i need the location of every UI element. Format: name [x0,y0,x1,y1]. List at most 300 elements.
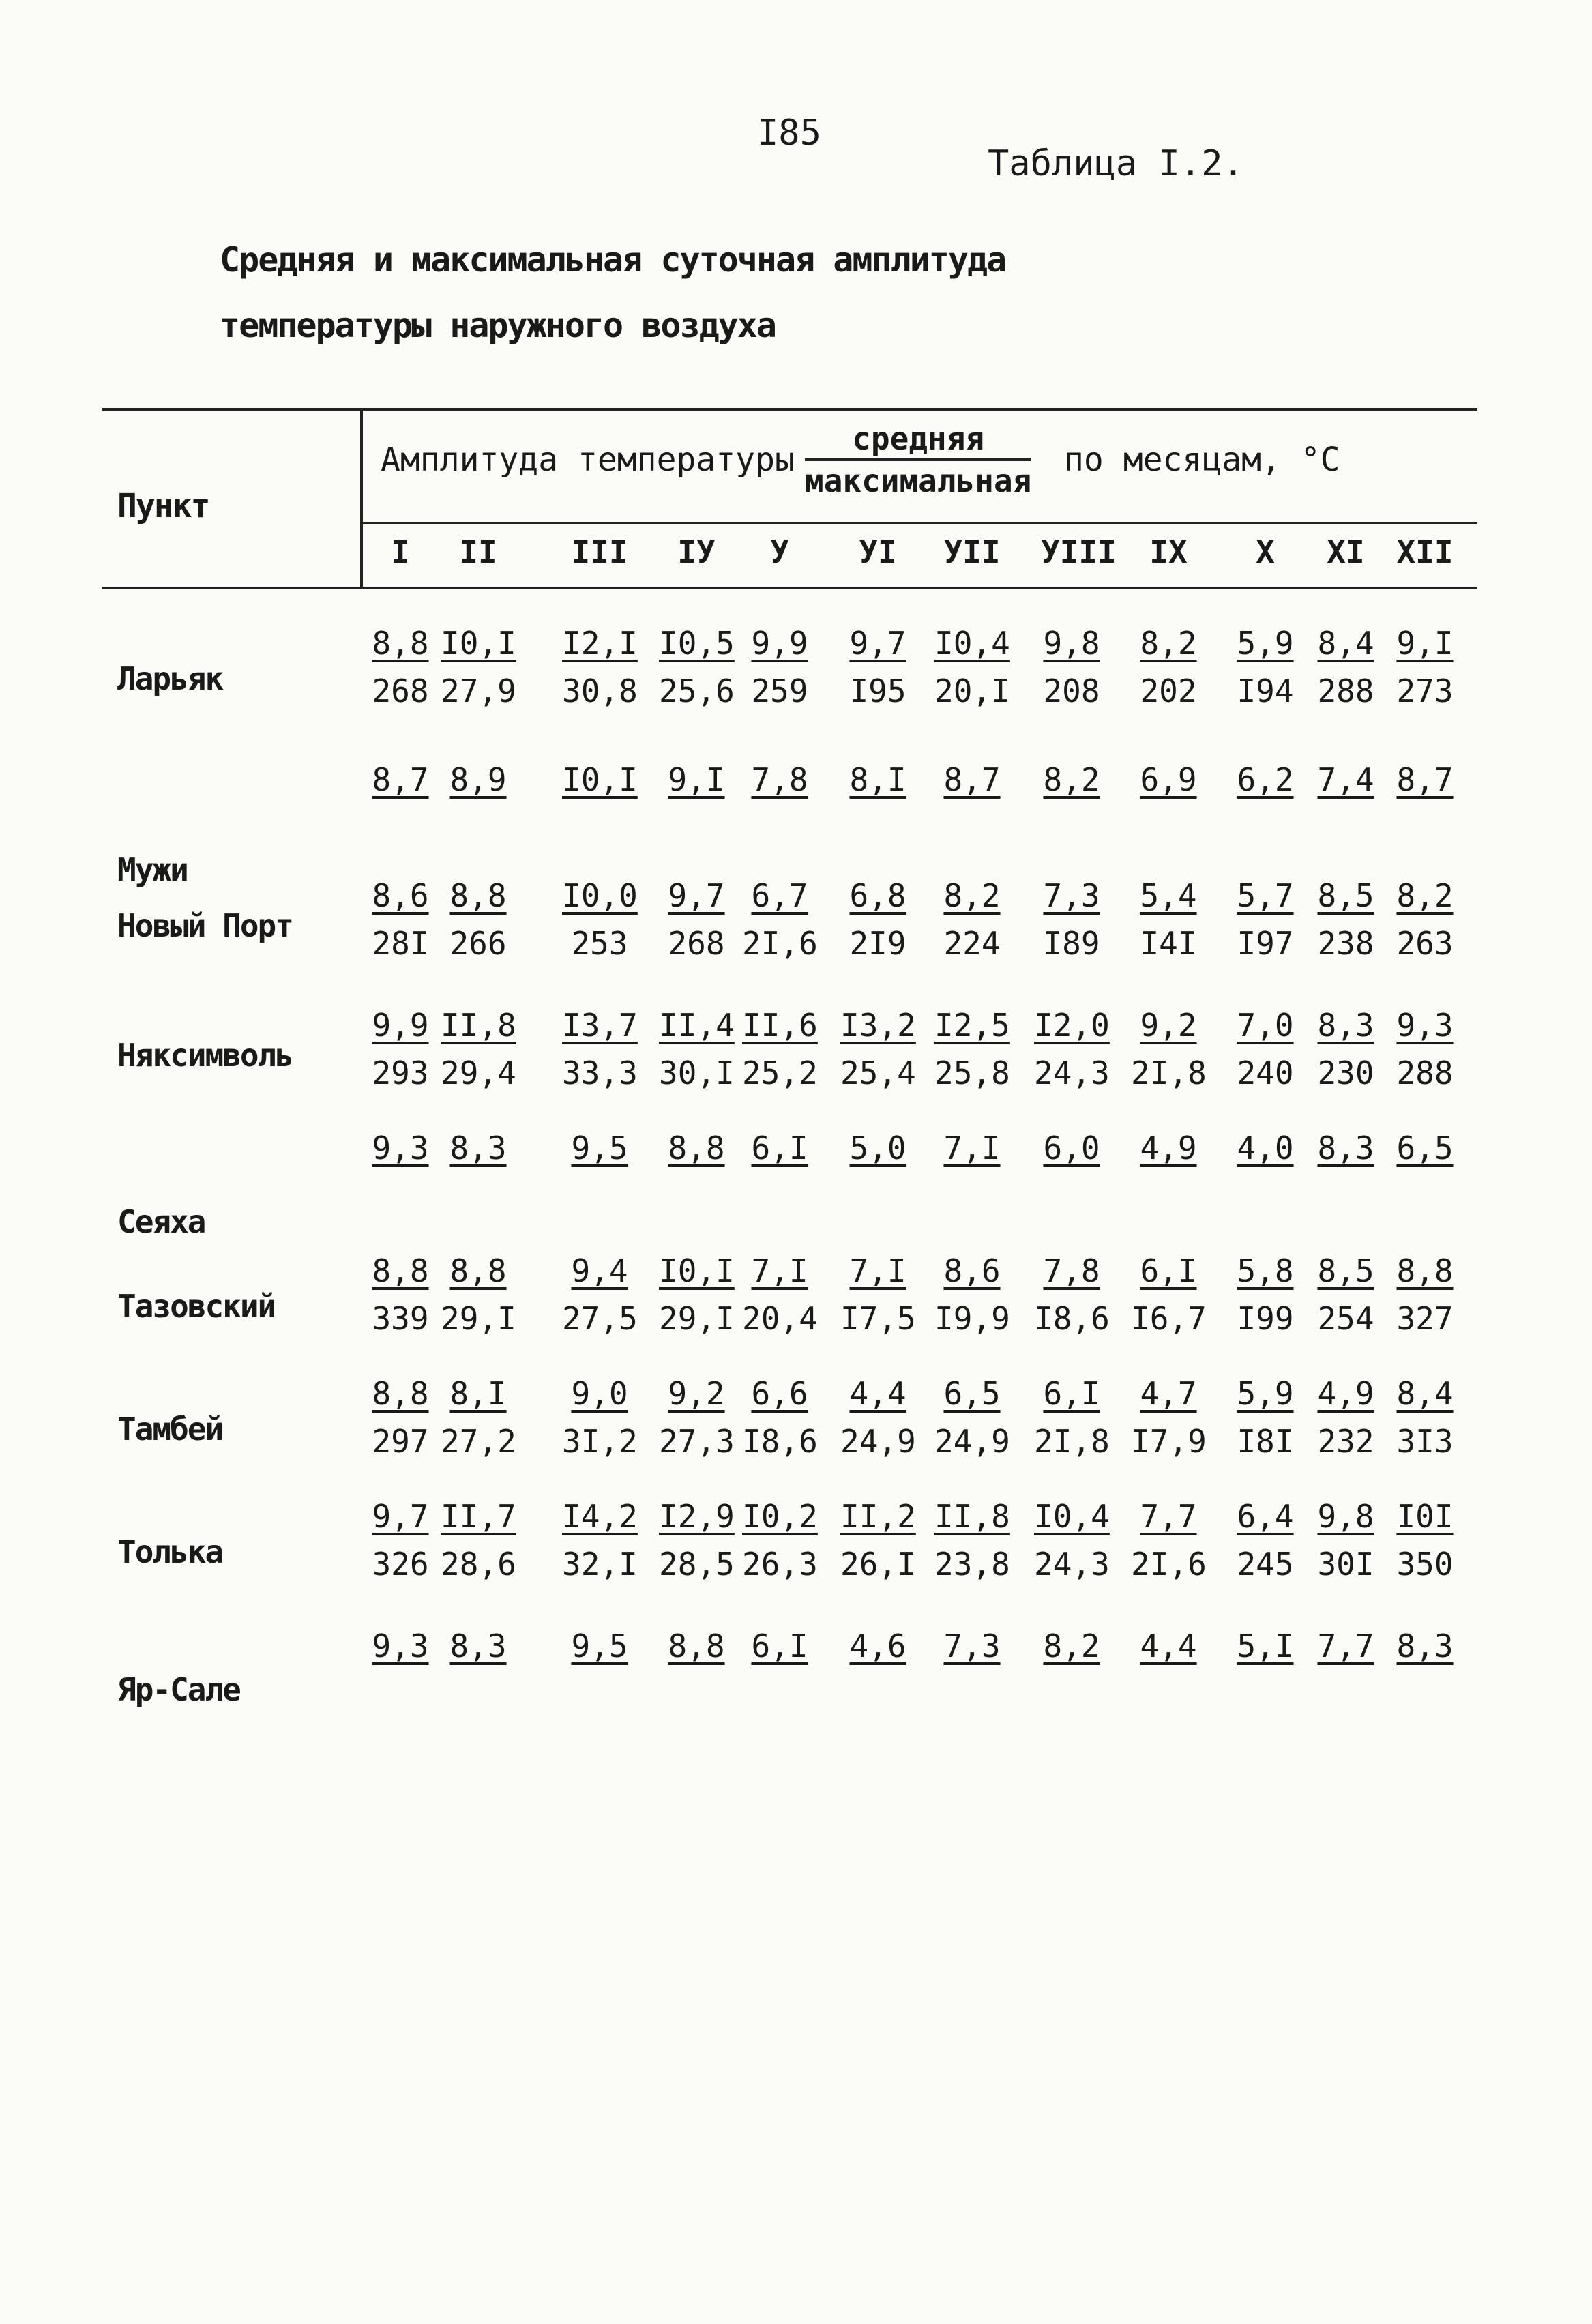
table-cell [1131,761,1206,798]
table-cell [1034,1375,1110,1460]
mean-amplitude: 8,8 [1396,1252,1454,1289]
mean-amplitude: II,8 [934,1498,1010,1535]
max-amplitude: 28I [372,925,429,962]
table-cell [659,1375,735,1460]
table-cell [659,625,735,709]
max-amplitude: 24,3 [1034,1055,1110,1091]
table-cell [840,1375,916,1460]
table-caption-line-2: температуры наружного воздуха [220,306,776,345]
table-cell [1308,1375,1383,1460]
max-amplitude: I89 [1043,925,1100,962]
table-cell [1228,1007,1303,1091]
mean-amplitude: 8,6 [943,1252,1001,1289]
table-cell [363,1252,438,1337]
table-cell [363,1007,438,1091]
max-amplitude: 28,6 [441,1546,516,1583]
table-cell [1387,1375,1462,1460]
table-cell [562,1007,638,1091]
table-cell [742,877,818,962]
table-cell [1228,761,1303,798]
table-cell [1034,1630,1109,1663]
page-number: I85 [757,113,821,153]
mean-amplitude: 8,2 [1043,1628,1100,1664]
mean-amplitude: 9,7 [668,877,725,914]
max-amplitude: 29,I [441,1300,516,1337]
max-amplitude: I99 [1237,1300,1294,1337]
month-header: IX [1149,533,1188,570]
mean-amplitude: 8,4 [1396,1375,1454,1412]
table-cell [1228,1375,1303,1460]
mean-amplitude: 7,8 [1043,1252,1100,1289]
mean-amplitude: 6,6 [751,1375,808,1412]
mean-amplitude: 8,3 [449,1628,507,1664]
max-amplitude: 29,4 [441,1055,516,1091]
max-amplitude: I8,6 [742,1423,818,1460]
mean-amplitude: 6,I [751,1130,808,1166]
table-cell [934,1252,1010,1337]
mean-amplitude: I0,4 [1034,1498,1110,1535]
fraction-denominator: максимальная [805,462,1032,499]
table-cell [441,1630,516,1663]
table-cell [441,1498,516,1583]
table-cell [659,1498,735,1583]
max-amplitude: I9,9 [934,1300,1010,1337]
mean-amplitude: 8,6 [372,877,429,914]
mean-amplitude: 6,I [751,1628,808,1664]
max-amplitude: I97 [1237,925,1294,962]
table-cell [1387,1630,1462,1663]
table-caption-line-1: Средняя и максимальная суточная амплитуда [220,240,1006,280]
mean-amplitude: 8,7 [372,761,429,798]
table-cell [562,1375,638,1460]
max-amplitude: 32,I [562,1546,638,1583]
max-amplitude: 350 [1396,1546,1454,1583]
table-cell [1131,1375,1207,1460]
max-amplitude: 230 [1317,1055,1374,1091]
mean-amplitude: II,8 [441,1007,516,1044]
table-cell [441,625,516,709]
max-amplitude: 2I,6 [1131,1546,1207,1583]
station-name: Няксимволь [117,1037,293,1074]
max-amplitude: 28,5 [659,1546,735,1583]
table-cell [363,1132,438,1165]
month-header: У [770,533,789,570]
max-amplitude: 253 [571,925,628,962]
mean-amplitude: 9,3 [372,1628,429,1664]
mean-amplitude: 8,I [449,1375,507,1412]
table-cell [1034,1007,1110,1091]
mean-amplitude: 9,9 [372,1007,429,1044]
max-amplitude: 30I [1317,1546,1374,1583]
max-amplitude: 23,8 [934,1546,1010,1583]
mean-amplitude: 8,3 [449,1130,507,1166]
station-name: Толька [117,1533,223,1570]
max-amplitude: 20,I [934,673,1010,709]
mean-amplitude: I2,5 [934,1007,1010,1044]
table-cell [363,625,438,709]
mean-amplitude: 9,8 [1043,625,1100,662]
month-header: III [571,533,628,570]
mean-amplitude: 9,7 [849,625,906,662]
max-amplitude: 288 [1396,1055,1454,1091]
max-amplitude: I8I [1237,1423,1294,1460]
table-cell [934,1630,1009,1663]
header-bottom-rule [102,587,1477,589]
max-amplitude: 288 [1317,673,1374,709]
mean-amplitude: 6,7 [751,877,808,914]
month-header: УII [943,533,1001,570]
table-cell [742,761,817,798]
table-cell [659,761,734,798]
max-amplitude: 293 [372,1055,429,1091]
table-cell [363,761,438,798]
mean-amplitude: 5,9 [1237,1375,1294,1412]
mean-amplitude: I0,4 [934,625,1010,662]
table-cell [363,1498,438,1583]
station-name: Тазовский [117,1288,276,1325]
table-cell [1131,625,1206,709]
table-cell [934,625,1010,709]
max-amplitude: I8,6 [1034,1300,1110,1337]
max-amplitude: 3I,2 [562,1423,638,1460]
max-amplitude: 24,9 [840,1423,916,1460]
table-cell [1131,1252,1207,1337]
mean-amplitude: 8,5 [1317,877,1374,914]
table-cell [840,877,915,962]
mean-amplitude: 7,4 [1317,761,1374,798]
mean-amplitude: I0I [1396,1498,1454,1535]
max-amplitude: 25,4 [840,1055,916,1091]
mean-amplitude: 5,8 [1237,1252,1294,1289]
mean-amplitude: II,6 [742,1007,818,1044]
mean-amplitude: 8,8 [372,625,429,662]
month-header: XI [1327,533,1365,570]
max-amplitude: 339 [372,1300,429,1337]
table-cell [934,1132,1009,1165]
mean-amplitude: 7,I [849,1252,906,1289]
table-cell [934,761,1009,798]
mean-amplitude: 4,6 [849,1628,906,1664]
table-cell [441,761,516,798]
table-cell [1308,877,1383,962]
mean-amplitude: 8,2 [943,877,1001,914]
table-label: Таблица I.2. [988,143,1244,184]
max-amplitude: 254 [1317,1300,1374,1337]
mean-amplitude: 8,5 [1317,1252,1374,1289]
table-cell [742,1132,817,1165]
month-header: УIII [1041,533,1117,570]
table-cell [1308,1132,1383,1165]
mean-amplitude: 5,4 [1140,877,1197,914]
table-cell [562,625,638,709]
mean-amplitude: 8,8 [449,877,507,914]
mean-amplitude: I3,2 [840,1007,916,1044]
max-amplitude: 238 [1317,925,1374,962]
max-amplitude: 26,I [840,1546,916,1583]
table-cell [1228,625,1303,709]
mean-amplitude: 9,2 [1140,1007,1197,1044]
mean-amplitude: I0,5 [659,625,735,662]
max-amplitude: 273 [1396,673,1454,709]
table-cell [1308,1252,1383,1337]
mean-amplitude: 4,0 [1237,1130,1294,1166]
mean-amplitude: I0,I [659,1252,735,1289]
table-cell [659,1007,735,1091]
max-amplitude: 2I,8 [1034,1423,1110,1460]
table-cell [1131,1132,1206,1165]
mean-amplitude: 9,5 [571,1130,628,1166]
mean-amplitude: I0,I [562,761,638,798]
table-cell [441,1007,516,1091]
month-header: I [391,533,410,570]
max-amplitude: I6,7 [1131,1300,1207,1337]
table-cell [441,1252,516,1337]
mean-amplitude: 8,2 [1140,625,1197,662]
table-cell [1228,877,1303,962]
mean-amplitude: 6,0 [1043,1130,1100,1166]
mean-amplitude: 8,2 [1043,761,1100,798]
mean-amplitude: II,7 [441,1498,516,1535]
mean-amplitude: 8,7 [1396,761,1454,798]
mean-amplitude: 4,7 [1140,1375,1197,1412]
table-cell [363,877,438,962]
mean-amplitude: I2,I [562,625,638,662]
table-cell [562,1498,638,1583]
table-cell [742,1498,818,1583]
mean-amplitude: 6,I [1043,1375,1100,1412]
max-amplitude: 2I,8 [1131,1055,1207,1091]
table-cell [1387,1252,1462,1337]
table-cell [742,1007,818,1091]
mean-amplitude: 4,4 [1140,1628,1197,1664]
table-cell [1228,1630,1303,1663]
mean-amplitude: 5,9 [1237,625,1294,662]
station-name: Тамбей [117,1411,223,1447]
table-cell [840,1132,915,1165]
mean-amplitude: 8,8 [372,1252,429,1289]
mean-amplitude: 6,4 [1237,1498,1294,1535]
mean-amplitude: 8,8 [372,1375,429,1412]
mean-amplitude: 5,I [1237,1628,1294,1664]
mean-amplitude: 4,9 [1317,1375,1374,1412]
mean-amplitude: 9,0 [571,1375,628,1412]
mean-amplitude: 8,8 [668,1628,725,1664]
table-cell [934,1375,1010,1460]
max-amplitude: I7,5 [840,1300,916,1337]
station-name: Сеяха [117,1203,205,1240]
mean-amplitude: 6,9 [1140,761,1197,798]
mean-amplitude: 6,5 [1396,1130,1454,1166]
max-amplitude: 27,5 [562,1300,638,1337]
mean-amplitude: 7,I [751,1252,808,1289]
table-cell [1034,1252,1110,1337]
month-header: X [1256,533,1275,570]
max-amplitude: 30,I [659,1055,735,1091]
station-name: Яр-Сале [117,1671,240,1708]
mean-amplitude: 8,4 [1317,625,1374,662]
table-cell [562,761,638,798]
table-cell [742,625,817,709]
mean-amplitude: 9,I [1396,625,1454,662]
mean-amplitude: 9,9 [751,625,808,662]
max-amplitude: 245 [1237,1546,1294,1583]
months-rule [360,522,1477,524]
mean-amplitude: 7,3 [1043,877,1100,914]
max-amplitude: 268 [372,673,429,709]
table-cell [1034,1498,1110,1583]
max-amplitude: 20,4 [742,1300,818,1337]
mean-amplitude: I2,0 [1034,1007,1110,1044]
max-amplitude: 27,2 [441,1423,516,1460]
mean-amplitude: 4,9 [1140,1130,1197,1166]
table-cell [1387,877,1462,962]
max-amplitude: I94 [1237,673,1294,709]
table-cell [363,1375,438,1460]
table-cell [659,1252,735,1337]
max-amplitude: 224 [943,925,1001,962]
table-cell [441,1132,516,1165]
max-amplitude: I4I [1140,925,1197,962]
max-amplitude: 26,3 [742,1546,818,1583]
table-cell [840,1007,916,1091]
max-amplitude: 208 [1043,673,1100,709]
max-amplitude: 202 [1140,673,1197,709]
mean-amplitude: 7,7 [1317,1628,1374,1664]
mean-amplitude: 9,3 [372,1130,429,1166]
max-amplitude: 27,9 [441,673,516,709]
mean-amplitude: 7,I [943,1130,1001,1166]
table-cell [1034,877,1109,962]
table-cell [1308,1630,1383,1663]
mean-amplitude: 6,2 [1237,761,1294,798]
mean-amplitude: 4,4 [849,1375,906,1412]
max-amplitude: 240 [1237,1055,1294,1091]
table-cell [659,1132,734,1165]
max-amplitude: 24,9 [934,1423,1010,1460]
max-amplitude: 30,8 [562,673,638,709]
table-cell [1387,761,1462,798]
table-cell [562,1132,637,1165]
mean-amplitude: 8,2 [1396,877,1454,914]
mean-amplitude: 8,9 [449,761,507,798]
max-amplitude: 326 [372,1546,429,1583]
max-amplitude: 259 [751,673,808,709]
table-cell [934,1007,1010,1091]
table-cell [742,1252,818,1337]
max-amplitude: 268 [668,925,725,962]
table-cell [1387,625,1462,709]
table-cell [934,1498,1010,1583]
mean-amplitude: 7,0 [1237,1007,1294,1044]
mean-amplitude: 5,7 [1237,877,1294,914]
station-name: Мужи [117,851,188,888]
fraction-numerator: средняя [805,423,1031,461]
mean-amplitude: 7,8 [751,761,808,798]
max-amplitude: 232 [1317,1423,1374,1460]
max-amplitude: 2I,6 [742,925,818,962]
table-cell [659,877,734,962]
table-cell [840,1498,916,1583]
mean-amplitude: 9,3 [1396,1007,1454,1044]
mean-amplitude: 8,8 [449,1252,507,1289]
max-amplitude: 27,3 [659,1423,735,1460]
mean-amplitude: 6,I [1140,1252,1197,1289]
mean-amplitude: 9,5 [571,1628,628,1664]
table-cell [441,1375,516,1460]
max-amplitude: 25,2 [742,1055,818,1091]
mean-amplitude: 9,4 [571,1252,628,1289]
table-cell [1308,761,1383,798]
table-cell [562,1252,638,1337]
table-cell [1034,761,1109,798]
mean-amplitude: 6,8 [849,877,906,914]
max-amplitude: 2I9 [849,925,906,962]
max-amplitude: 297 [372,1423,429,1460]
table-cell [840,1630,915,1663]
table-cell [1034,625,1109,709]
month-header: II [459,533,497,570]
max-amplitude: 266 [449,925,507,962]
table-cell [441,877,516,962]
mean-amplitude: I2,9 [659,1498,735,1535]
max-amplitude: 3I3 [1396,1423,1454,1460]
header-divider [360,408,363,587]
max-amplitude: I7,9 [1131,1423,1207,1460]
table-cell [562,877,638,962]
mean-amplitude: 8,3 [1317,1130,1374,1166]
table-cell [1308,625,1383,709]
table-cell [1387,1498,1462,1583]
table-cell [1228,1132,1303,1165]
table-cell [1131,877,1206,962]
month-header: УI [859,533,897,570]
table-cell [562,1630,637,1663]
month-header: XII [1396,533,1454,570]
mean-amplitude: 8,3 [1396,1628,1454,1664]
table-cell [1034,1132,1109,1165]
mean-amplitude: I3,7 [562,1007,638,1044]
station-name: Новый Порт [117,907,293,944]
mean-amplitude: I0,2 [742,1498,818,1535]
table-cell [1308,1498,1383,1583]
mean-amplitude: 9,2 [668,1375,725,1412]
max-amplitude: 25,8 [934,1055,1010,1091]
mean-amplitude: 8,I [849,761,906,798]
station-column-header: Пункт [117,487,209,525]
max-amplitude: 24,3 [1034,1546,1110,1583]
max-amplitude: 29,I [659,1300,735,1337]
table-top-rule [102,408,1477,411]
max-amplitude: 327 [1396,1300,1454,1337]
mean-amplitude: II,4 [659,1007,735,1044]
table-cell [840,761,915,798]
amplitude-header-prefix: Амплитуда температуры [381,441,795,479]
mean-amplitude: I4,2 [562,1498,638,1535]
table-cell [1228,1252,1303,1337]
mean-amplitude: 6,5 [943,1375,1001,1412]
mean-amplitude: 9,7 [372,1498,429,1535]
amplitude-header-suffix: по месяцам, °С [1064,441,1340,479]
mean-amplitude: II,2 [840,1498,916,1535]
mean-amplitude: 7,7 [1140,1498,1197,1535]
mean-amplitude: 8,7 [943,761,1001,798]
mean-amplitude: 9,I [668,761,725,798]
max-amplitude: I95 [849,673,906,709]
max-amplitude: 263 [1396,925,1454,962]
mean-amplitude: 8,3 [1317,1007,1374,1044]
table-cell [1131,1007,1207,1091]
mean-amplitude: 5,0 [849,1130,906,1166]
